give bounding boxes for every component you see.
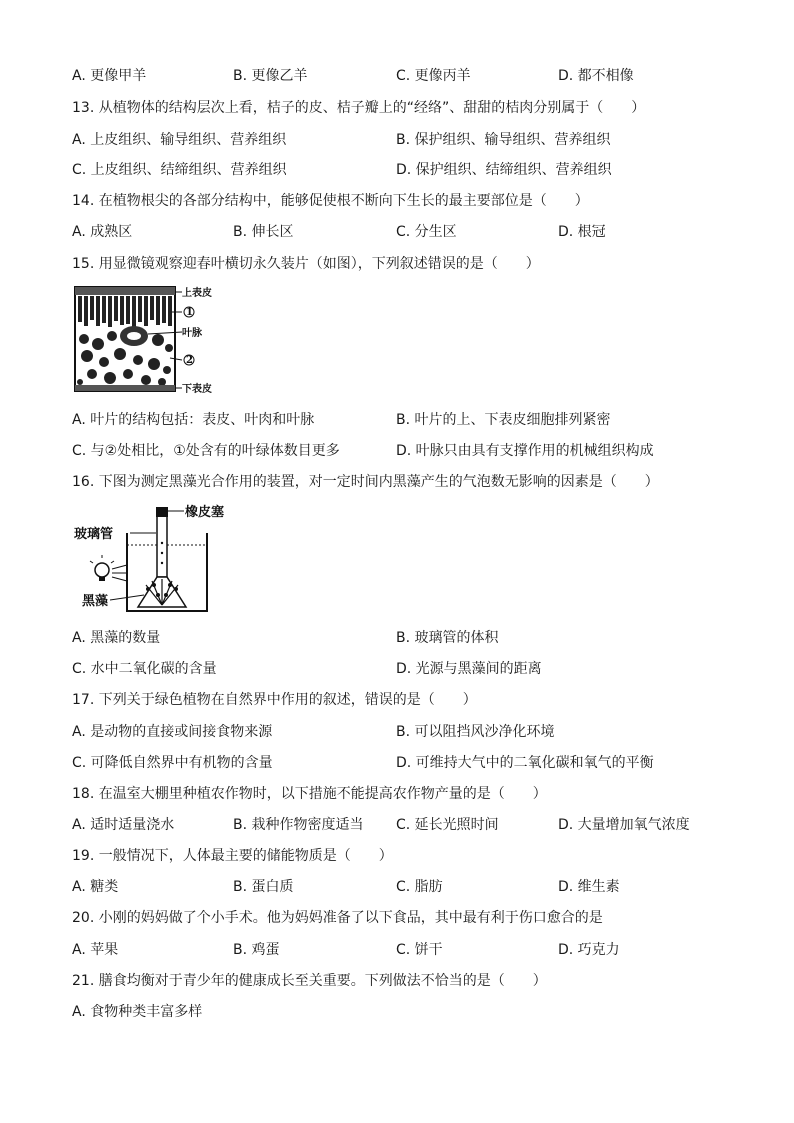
q17-stem: 17. 下列关于绿色植物在自然界中作用的叙述，错误的是（ ） <box>72 692 477 708</box>
q21-stem: 21. 膳食均衡对于青少年的健康成长至关重要。下列做法不恰当的是（ ） <box>72 973 547 989</box>
q19-option-d: D. 维生素 <box>558 879 620 895</box>
label-upper-epidermis: 上表皮 <box>182 288 212 299</box>
q17-option-a: A. 是动物的直接或间接食物来源 <box>72 724 273 740</box>
q16-option-a: A. 黑藻的数量 <box>72 630 161 646</box>
q12-option-d: D. 都不相像 <box>558 68 634 84</box>
label-lower-epidermis: 下表皮 <box>182 384 212 395</box>
q13-option-d: D. 保护组织、结缔组织、营养组织 <box>396 162 612 178</box>
q19-option-a: A. 糖类 <box>72 879 119 895</box>
q14-option-d: D. 根冠 <box>558 224 606 240</box>
q13-option-b: B. 保护组织、输导组织、营养组织 <box>396 132 611 148</box>
q15-option-b: B. 叶片的上、下表皮细胞排列紧密 <box>396 412 611 428</box>
q14-option-b: B. 伸长区 <box>233 224 294 240</box>
q21-option-a: A. 食物种类丰富多样 <box>72 1004 203 1020</box>
q15-option-a: A. 叶片的结构包括：表皮、叶肉和叶脉 <box>72 412 315 428</box>
label-black-algae: 黑藻 <box>82 594 109 609</box>
label-glass-tube: 玻璃管 <box>74 527 114 542</box>
q20-option-d: D. 巧克力 <box>558 942 620 958</box>
label-1: 1 <box>186 307 193 318</box>
q20-stem: 20. 小刚的妈妈做了个小手术。他为妈妈准备了以下食品，其中最有利于伤口愈合的是 <box>72 910 603 926</box>
label-rubber-stopper: 橡皮塞 <box>185 505 225 520</box>
q12-option-b: B. 更像乙羊 <box>233 68 308 84</box>
q18-option-b: B. 栽种作物密度适当 <box>233 817 364 833</box>
q13-option-c: C. 上皮组织、结缔组织、营养组织 <box>72 162 287 178</box>
q15-stem: 15. 用显微镜观察迎春叶横切永久装片（如图），下列叙述错误的是（ ） <box>72 256 540 272</box>
q16-option-c: C. 水中二氧化碳的含量 <box>72 661 217 677</box>
label-2: 2 <box>186 355 193 366</box>
photosynthesis-apparatus-figure <box>72 503 252 615</box>
q15-option-c: C. 与②处相比，①处含有的叶绿体数目更多 <box>72 443 340 459</box>
q20-option-b: B. 鸡蛋 <box>233 942 280 958</box>
q16-option-d: D. 光源与黑藻间的距离 <box>396 661 542 677</box>
q12-option-a: A. 更像甲羊 <box>72 68 147 84</box>
q18-option-d: D. 大量增加氧气浓度 <box>558 817 690 833</box>
q13-stem: 13. 从植物体的结构层次上看，桔子的皮、桔子瓣上的“经络”、甜甜的桔肉分别属于（ ） <box>72 100 646 116</box>
q19-stem: 19. 一般情况下，人体最主要的储能物质是（ ） <box>72 848 393 864</box>
q19-option-b: B. 蛋白质 <box>233 879 294 895</box>
label-vein: 叶脉 <box>182 328 202 339</box>
q16-option-b: B. 玻璃管的体积 <box>396 630 499 646</box>
leaf-cross-section-figure <box>72 284 222 396</box>
q17-option-b: B. 可以阻挡风沙净化环境 <box>396 724 555 740</box>
q17-option-d: D. 可维持大气中的二氧化碳和氧气的平衡 <box>396 755 654 771</box>
q15-option-d: D. 叶脉只由具有支撑作用的机械组织构成 <box>396 443 654 459</box>
q17-option-c: C. 可降低自然界中有机物的含量 <box>72 755 273 771</box>
q20-option-c: C. 饼干 <box>396 942 443 958</box>
q13-option-a: A. 上皮组织、输导组织、营养组织 <box>72 132 287 148</box>
q12-option-c: C. 更像丙羊 <box>396 68 471 84</box>
q20-option-a: A. 苹果 <box>72 942 119 958</box>
q18-option-c: C. 延长光照时间 <box>396 817 499 833</box>
q14-option-c: C. 分生区 <box>396 224 457 240</box>
q16-stem: 16. 下图为测定黑藻光合作用的装置，对一定时间内黑藻产生的气泡数无影响的因素是（ ） <box>72 474 659 490</box>
q14-stem: 14. 在植物根尖的各部分结构中，能够促使根不断向下生长的最主要部位是（ ） <box>72 193 589 209</box>
q19-option-c: C. 脂肪 <box>396 879 443 895</box>
q18-option-a: A. 适时适量浇水 <box>72 817 175 833</box>
q14-option-a: A. 成熟区 <box>72 224 133 240</box>
q18-stem: 18. 在温室大棚里种植农作物时，以下措施不能提高农作物产量的是（ ） <box>72 786 547 802</box>
